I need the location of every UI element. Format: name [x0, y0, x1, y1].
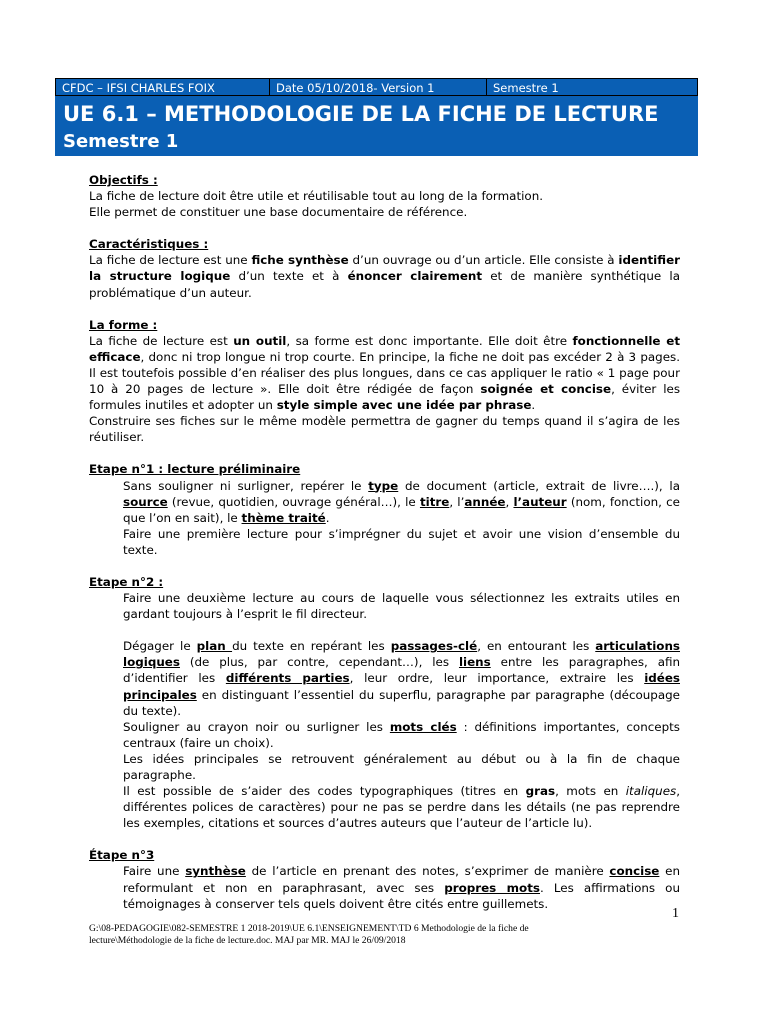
heading-etape-3: Étape n°3 — [89, 848, 155, 863]
footer-line-2: lecture\Méthodologie de la fiche de lecture.doc. MAJ par MR. MAJ le 26/09/2018 — [89, 935, 406, 946]
heading-caracteristiques: Caractéristiques : — [89, 237, 209, 252]
forme-paragraph-2: Construire ses fiches sur le même modèle permettra de gagner du temps quand il s’agira de les réutiliser. — [89, 414, 680, 445]
heading-etape-1: Etape n°1 : lecture préliminaire — [89, 462, 301, 477]
document-title: UE 6.1 – METHODOLOGIE DE LA FICHE DE LECTURE — [63, 102, 659, 126]
header-semester: Semestre 1 — [493, 81, 559, 95]
heading-objectifs: Objectifs : — [89, 173, 158, 187]
header-org: CFDC – IFSI CHARLES FOIX — [56, 79, 270, 95]
section-etape-1 — [89, 461, 680, 558]
section-forme — [89, 317, 680, 446]
document-subtitle: Semestre 1 — [63, 131, 179, 152]
section-etape-3 — [89, 847, 680, 911]
title-banner — [55, 96, 698, 156]
etape-2-paragraph-3: Souligner au crayon noir ou surligner les mots clés : définitions importantes, concepts centraux (faire un choix). — [123, 719, 680, 750]
etape-2-paragraph-5: Il est possible de s’aider des codes typographiques (titres en gras, mots en italiques, différentes polices de caractères) pour ne pas se perdre dans les détails (ne pas reprendre les exemples, citations et sources d’autres auteurs que l’auteur de l’article lu). — [123, 784, 680, 831]
footer-file-path — [89, 923, 629, 947]
caracteristiques-paragraph: La fiche de lecture est une fiche synthèse d’un ouvrage ou d’un article. Elle consiste à identifier la structure logique d’un texte et à énoncer clairement et de manière synthétique la problématique d’un auteur. — [89, 253, 680, 300]
etape-3-paragraph: Faire une synthèse de l’article en prenant des notes, s’exprimer de manière concise en reformulant et non en paraphrasant, avec ses propres mots. Les affirmations ou témoignages à conserver tels quels doivent être cités entre guillemets. — [123, 864, 680, 911]
etape-1-paragraph-2: Faire une première lecture pour s’imprégner du sujet et avoir une vision d’ensemble du texte. — [123, 526, 680, 557]
etape-2-paragraph-4: Les idées principales se retrouvent généralement au début ou à la fin de chaque paragraphe. — [123, 751, 680, 782]
page-number: 1 — [672, 906, 679, 921]
section-objectifs — [89, 172, 680, 220]
section-etape-2 — [89, 574, 680, 831]
etape-2-paragraph-2: Dégager le plan du texte en repérant les passages-clé, en entourant les articulations logiques (de plus, par contre, cependant…), les liens entre les paragraphes, afin d’identifier les différents parties, leur ordre, leur importance, extraire les idées principales en distinguant l’essentiel du superflu, paragraphe par paragraphe (découpage du texte). — [123, 639, 681, 718]
footer-line-1: G:\08-PEDAGOGIE\082-SEMESTRE 1 2018-2019\UE 6.1\ENSEIGNEMENT\TD 6 Methodologie de la fiche de — [89, 923, 529, 934]
header-date-version: Date 05/10/2018- Version 1 — [270, 79, 487, 95]
etape-2-paragraph-1: Faire une deuxième lecture au cours de laquelle vous sélectionnez les extraits utiles en gardant toujours à l’esprit le fil directeur. — [123, 591, 680, 622]
etape-1-paragraph-1: Sans souligner ni surligner, repérer le type de document (article, extrait de livre….), la source (revue, quotidien, ouvrage général…), le titre, l’année, l’auteur (nom, fonction, ce que l’on en sait), le thème traité. — [123, 478, 680, 525]
header-table — [55, 78, 698, 96]
heading-etape-2: Etape n°2 : — [89, 574, 164, 589]
section-caracteristiques — [89, 236, 680, 300]
document-body — [89, 172, 680, 912]
forme-paragraph-1: La fiche de lecture est un outil, sa forme est donc importante. Elle doit être fonctionnelle et efficace, donc ni trop longue ni trop courte. En principe, la fiche ne doit pas excéder 2 à 3 pages. Il est toutefois possible d’en réaliser des plus longues, dans ce cas appliquer le ratio « 1 page pour 10 à 20 pages de lecture ». Elle doit être rédigée de façon soignée et concise, éviter les formules inutiles et adopter un style simple avec une idée par phrase. — [89, 333, 681, 413]
objectifs-line-1: La fiche de lecture doit être utile et réutilisable tout au long de la formation. — [89, 189, 544, 204]
heading-forme: La forme : — [89, 317, 158, 332]
objectifs-line-2: Elle permet de constituer une base documentaire de référence. — [89, 205, 468, 220]
